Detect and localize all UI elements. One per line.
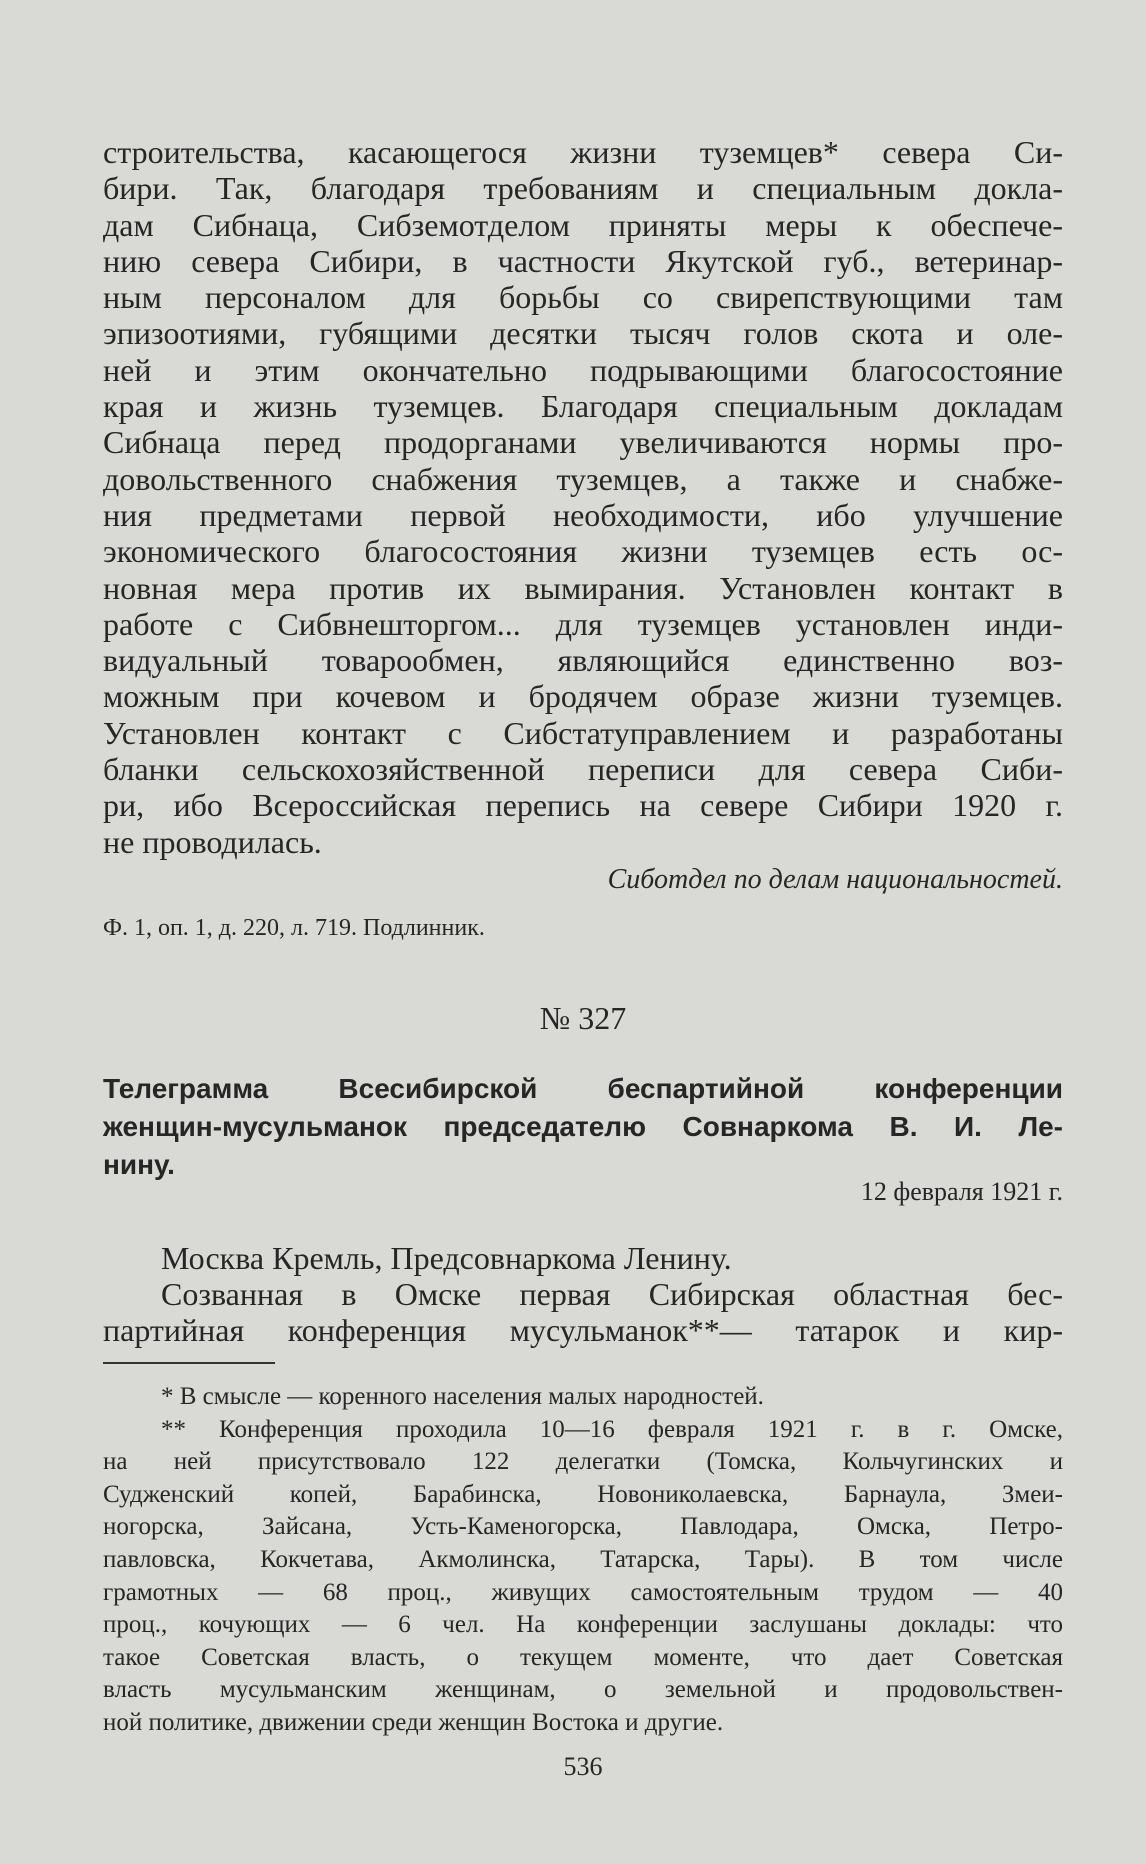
text-line: нию севера Сибири, в частности Якутской губ., ветеринар- <box>103 242 1063 279</box>
text-line: бири. Так, благодаря требованиям и специальным докла- <box>103 170 1063 207</box>
text-line: Созванная в Омске первая Сибирская областная бес- <box>161 1276 1063 1312</box>
text-line: можным при кочевом и бродячем образе жизни туземцев. <box>103 678 1063 715</box>
footnotes <box>103 1381 1063 1740</box>
text-line: края и жизнь туземцев. Благодаря специальным докладам <box>103 388 1063 425</box>
footnote-divider <box>103 1362 275 1364</box>
main-paragraph <box>103 134 1063 860</box>
page-number: 536 <box>563 1752 603 1781</box>
footnote-line: ** Конференция проходила 10—16 февраля 1921 г. в г. Омске, <box>161 1415 1063 1443</box>
footnote-line: Судженский копей, Барабинска, Новониколаевска, Барнаула, Змеи- <box>103 1480 1063 1508</box>
text-line: Москва Кремль, Предсовнаркома Ленину. <box>161 1240 732 1276</box>
signature: Сиботдел по делам национальностей. <box>607 864 1063 895</box>
text-line: Установлен контакт с Сибстатуправлением и разработаны <box>103 714 1063 751</box>
text-line: новная мера против их вымирания. Установлен контакт в <box>103 569 1063 606</box>
heading-line: нину. <box>103 1149 175 1180</box>
document-number: № 327 <box>539 1000 627 1036</box>
footnote-line: павловска, Кокчетава, Акмолинска, Татарска, Тары). В том числе <box>103 1545 1063 1573</box>
archive-reference: Ф. 1, оп. 1, д. 220, л. 719. Подлинник. <box>103 915 485 941</box>
footnote-line: власть мусульманским женщинам, о земельной и продовольствен- <box>103 1676 1063 1704</box>
text-line: ри, ибо Всероссийская перепись на севере Сибири 1920 г. <box>103 787 1063 824</box>
text-line: строительства, касающегося жизни туземцев* севера Си- <box>103 134 1063 170</box>
document-heading <box>103 1070 1063 1184</box>
footnote-line: * В смысле — коренного населения малых народностей. <box>161 1383 764 1410</box>
heading-line: Телеграмма Всесибирской беспартийной конференции <box>103 1073 1063 1104</box>
text-line: Сибнаца перед продорганами увеличиваются нормы про- <box>103 424 1063 461</box>
text-line: дам Сибнаца, Сибземотделом приняты меры к обеспече- <box>103 206 1063 243</box>
footnote-line: ной политике, движении среди женщин Востока и другие. <box>103 1708 724 1736</box>
telegram-text <box>103 1240 1063 1348</box>
text-line: довольственного снабжения туземцев, а также и снабже- <box>103 460 1063 497</box>
text-line: ния предметами первой необходимости, ибо улучшение <box>103 496 1063 533</box>
text-line: экономического благосостояния жизни туземцев есть ос- <box>103 533 1063 570</box>
text-line: ным персоналом для борьбы со свирепствующими там <box>103 279 1063 316</box>
text-line: ней и этим окончательно подрывающими благосостояние <box>103 351 1063 388</box>
text-line: не проводилась. <box>103 823 322 860</box>
heading-line: женщин-мусульманок председателю Совнаркома В. И. Ле- <box>103 1111 1063 1142</box>
footnote-line: ногорска, Зайсана, Усть-Каменогорска, Павлодара, Омска, Петро- <box>103 1513 1063 1541</box>
text-line: партийная конференция мусульманок**— татарок и кир- <box>103 1312 1063 1348</box>
text-line: бланки сельскохозяйственной переписи для севера Сиби- <box>103 751 1063 788</box>
footnote-line: проц., кочующих — 6 чел. На конференции заслушаны доклады: что <box>103 1611 1063 1639</box>
text-line: эпизоотиями, губящими десятки тысяч голов скота и оле- <box>103 315 1063 352</box>
document-date: 12 февраля 1921 г. <box>860 1177 1063 1206</box>
text-line: работе с Сибвнешторгом... для туземцев установлен инди- <box>103 605 1063 642</box>
footnote-line: такое Советская власть, о текущем моменте, что дает Советская <box>103 1643 1063 1671</box>
text-line: видуальный товарообмен, являющийся единственно воз- <box>103 642 1063 679</box>
footnote-line: на ней присутствовало 122 делегатки (Томска, Кольчугинских и <box>103 1448 1063 1476</box>
footnote-line: грамотных — 68 проц., живущих самостоятельным трудом — 40 <box>103 1578 1063 1606</box>
